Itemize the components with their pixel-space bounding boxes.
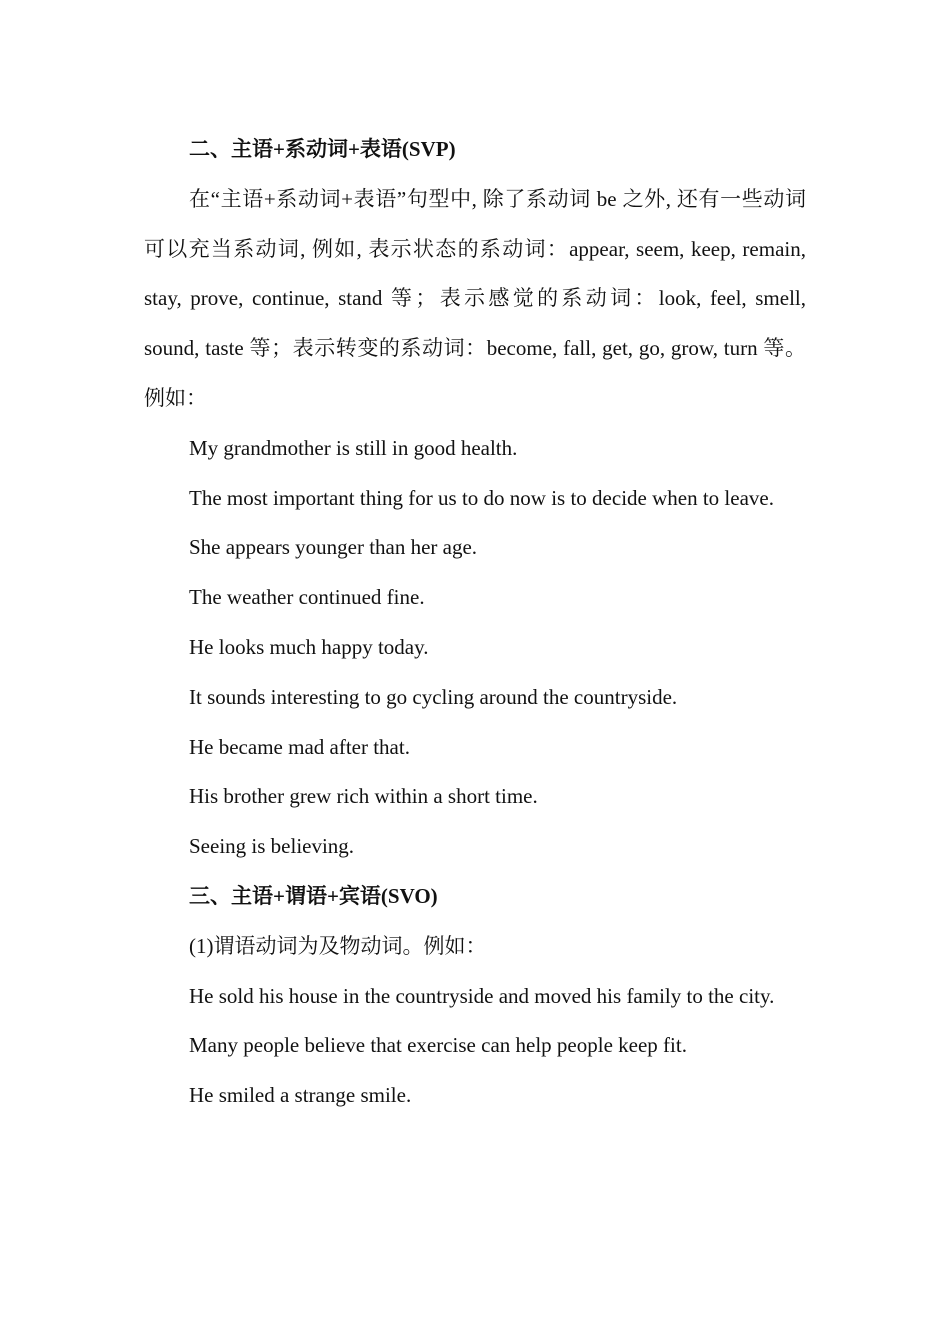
- section-heading-svo: 三、主语+谓语+宾语(SVO): [189, 883, 438, 908]
- section-intro-paragraph: 在“主语+系动词+表语”句型中, 除了系动词 be 之外, 还有一些动词可以充当系动词, 例如, 表示状态的系动词：appear, seem, keep, remain, stay, prove, continue, stand 等；表示感觉的系动词：look, feel, smell, sound, taste 等；表示转变的系动词：become, fall, get, go, grow, turn 等。例如：: [144, 186, 806, 410]
- section-heading-svp: 二、主语+系动词+表语(SVP): [189, 137, 456, 161]
- example-sentence: The most important thing for us to do now is to decide when to leave.: [189, 485, 774, 510]
- example-sentence: Seeing is believing.: [189, 834, 355, 859]
- example-sentence: My grandmother is still in good health.: [189, 435, 518, 460]
- example-sentence: He smiled a strange smile.: [189, 1083, 412, 1108]
- document-body: [144, 125, 806, 1121]
- example-sentence: Many people believe that exercise can help people keep fit.: [189, 1033, 687, 1058]
- example-sentence: He looks much happy today.: [189, 634, 429, 659]
- example-sentence: She appears younger than her age.: [189, 535, 478, 560]
- example-sentence: His brother grew rich within a short time.: [189, 784, 538, 809]
- example-sentence: It sounds interesting to go cycling around the countryside.: [189, 684, 678, 709]
- example-sentence: He became mad after that.: [189, 734, 410, 759]
- example-sentence: The weather continued fine.: [189, 585, 425, 610]
- section-subheading: (1)谓语动词为及物动词。例如：: [189, 933, 487, 958]
- example-sentence: He sold his house in the countryside and moved his family to the city.: [189, 983, 775, 1008]
